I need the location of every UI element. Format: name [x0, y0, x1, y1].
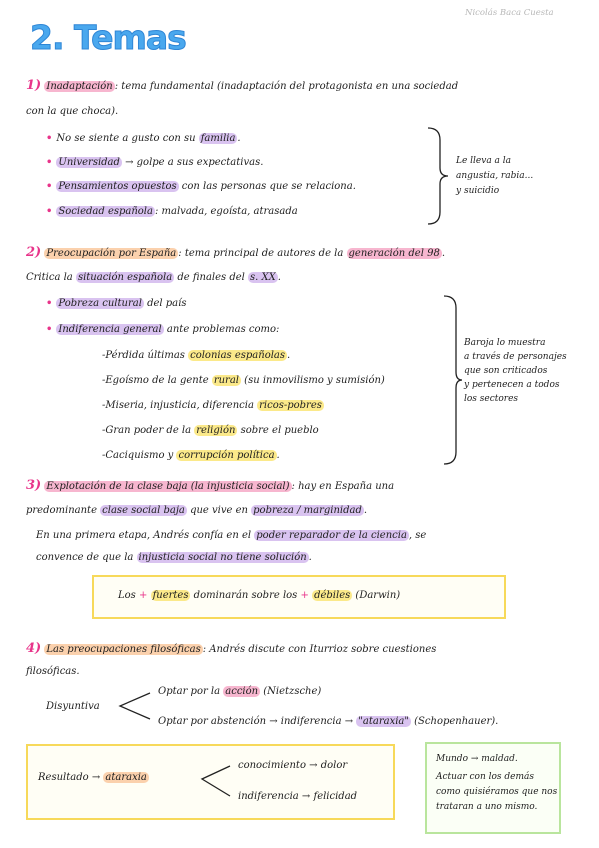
branch-conocimiento: conocimiento → dolor: [238, 760, 348, 771]
section-4-heading: Las preocupaciones filosóficas: [46, 644, 201, 655]
clase-highlight: clase social baja: [102, 505, 185, 516]
bullet-dot: •: [46, 324, 53, 335]
bullet-dot: •: [46, 133, 53, 144]
subitem-1-highlight: colonias españolas: [190, 350, 286, 361]
subitem-1: -Pérdida últimas colonias españolas .: [102, 350, 291, 361]
brace-section-1: [428, 128, 448, 224]
section-1-side-note: Le lleva a la angustia, rabia... y suicidio: [456, 156, 534, 196]
section-2-heading: Preocupación por España: [46, 248, 177, 259]
disyuntiva-branches: [120, 693, 150, 719]
mundo-note: Mundo → maldad. Actuar con los demás como quisiéramos que nos trataran a uno mismo.: [436, 754, 558, 812]
brace-section-2: [444, 296, 462, 464]
situacion-highlight: situación española: [77, 272, 173, 283]
section-1-bullet-4: • Sociedad española : malvada, egoísta, atrasada: [46, 206, 298, 217]
subitem-3: -Miseria, injusticia, diferencia ricos-pobres: [102, 400, 322, 411]
section-3-line-4: convence de que la injusticia social no tiene solución .: [36, 552, 312, 563]
bullet-dot: •: [46, 206, 53, 217]
generacion-highlight: generación del 98: [348, 248, 440, 259]
siglo-highlight: s. XX: [250, 272, 276, 283]
bullet-dot: •: [46, 181, 53, 192]
section-1-heading: Inadaptación: [46, 81, 113, 92]
subitem-5: -Caciquismo y corrupción política .: [102, 450, 280, 461]
ciencia-highlight: poder reparador de la ciencia: [256, 530, 407, 541]
section-3-heading: Explotación de la clase baja (la injusticia social): [46, 481, 290, 492]
bullet-1-highlight: familia: [200, 133, 236, 144]
resultado-branches: [202, 766, 230, 796]
section-4-line-1: 4) Las preocupaciones filosóficas : Andrés discute con Iturrioz sobre cuestiones: [26, 641, 437, 656]
section-2-line-2: Critica la situación española de finales del s. XX .: [26, 272, 281, 283]
resultado-line: Resultado → ataraxia: [38, 772, 147, 783]
bullet-dot: •: [46, 157, 53, 168]
disyuntiva-label: Disyuntiva: [46, 701, 100, 712]
section-2-number: 2): [26, 245, 42, 260]
pobreza-marginidad-highlight: pobreza / marginidad: [253, 505, 362, 516]
resultado-ataraxia-highlight: ataraxia: [105, 772, 147, 783]
option-abstencion: Optar por abstención → indiferencia → "ataraxia" (Schopenhauer).: [158, 716, 499, 727]
section-1-bullet-1: • No se siente a gusto con su familia .: [46, 133, 241, 144]
branch-indiferencia: indiferencia → felicidad: [238, 791, 358, 802]
section-4-number: 4): [26, 641, 42, 656]
subitem-4-highlight: religión: [196, 425, 236, 436]
section-3-line-2: predominante clase social baja que vive en pobreza / marginidad .: [26, 505, 368, 516]
section-1-line-2: con la que choca).: [26, 106, 119, 117]
section-2-line-1: 2) Preocupación por España : tema principal de autores de la generación del 98 .: [26, 245, 445, 260]
subitem-2: -Egoísmo de la gente rural (su inmovilismo y sumisión): [102, 375, 385, 386]
section-3-line-1: 3) Explotación de la clase baja (la injusticia social) : hay en España una: [26, 478, 395, 493]
darwin-quote: Los + fuertes dominarán sobre los + débiles (Darwin): [118, 590, 401, 601]
injusticia-highlight: injusticia social no tiene solución: [138, 552, 307, 563]
section-2-side-note: Baroja lo muestra a través de personajes que son criticados y pertenecen a todos los sectores: [464, 338, 567, 404]
section-1-bullet-2: • Universidad → golpe a sus expectativas.: [46, 157, 264, 168]
section-3-line-3: En una primera etapa, Andrés confía en el poder reparador de la ciencia , se: [36, 530, 427, 541]
page-title: 2. Temas: [30, 18, 186, 57]
bullet-4-highlight: Sociedad española: [58, 206, 153, 217]
section-1-bullet-3: • Pensamientos opuestos con las personas que se relaciona.: [46, 181, 356, 192]
subitem-5-highlight: corrupción política: [178, 450, 275, 461]
accion-highlight: acción: [225, 686, 259, 697]
section-3-number: 3): [26, 478, 42, 493]
author-name: Nicolás Baca Cuesta: [465, 8, 554, 18]
option-accion: Optar por la acción (Nietzsche): [158, 686, 322, 697]
subitem-4: -Gran poder de la religión sobre el pueblo: [102, 425, 319, 436]
section-2-bullet-1: • Pobreza cultural del país: [46, 298, 187, 309]
debiles-highlight: débiles: [314, 590, 351, 601]
ataraxia-highlight: "ataraxia": [358, 716, 409, 727]
section-4-line-2: filosóficas.: [26, 666, 80, 677]
bullet-2-highlight: Universidad: [58, 157, 120, 168]
pobreza-highlight: Pobreza cultural: [58, 298, 142, 309]
bullet-dot: •: [46, 298, 53, 309]
section-1-intro: : tema fundamental (inadaptación del protagonista en una sociedad: [114, 81, 459, 92]
subitem-3-highlight: ricos-pobres: [259, 400, 322, 411]
section-1-number: 1): [26, 78, 42, 93]
fuertes-highlight: fuertes: [152, 590, 189, 601]
bullet-3-highlight: Pensamientos opuestos: [58, 181, 177, 192]
subitem-2-highlight: rural: [213, 375, 239, 386]
section-2-bullet-2: • Indiferencia general ante problemas como:: [46, 324, 280, 335]
indiferencia-highlight: Indiferencia general: [58, 324, 162, 335]
